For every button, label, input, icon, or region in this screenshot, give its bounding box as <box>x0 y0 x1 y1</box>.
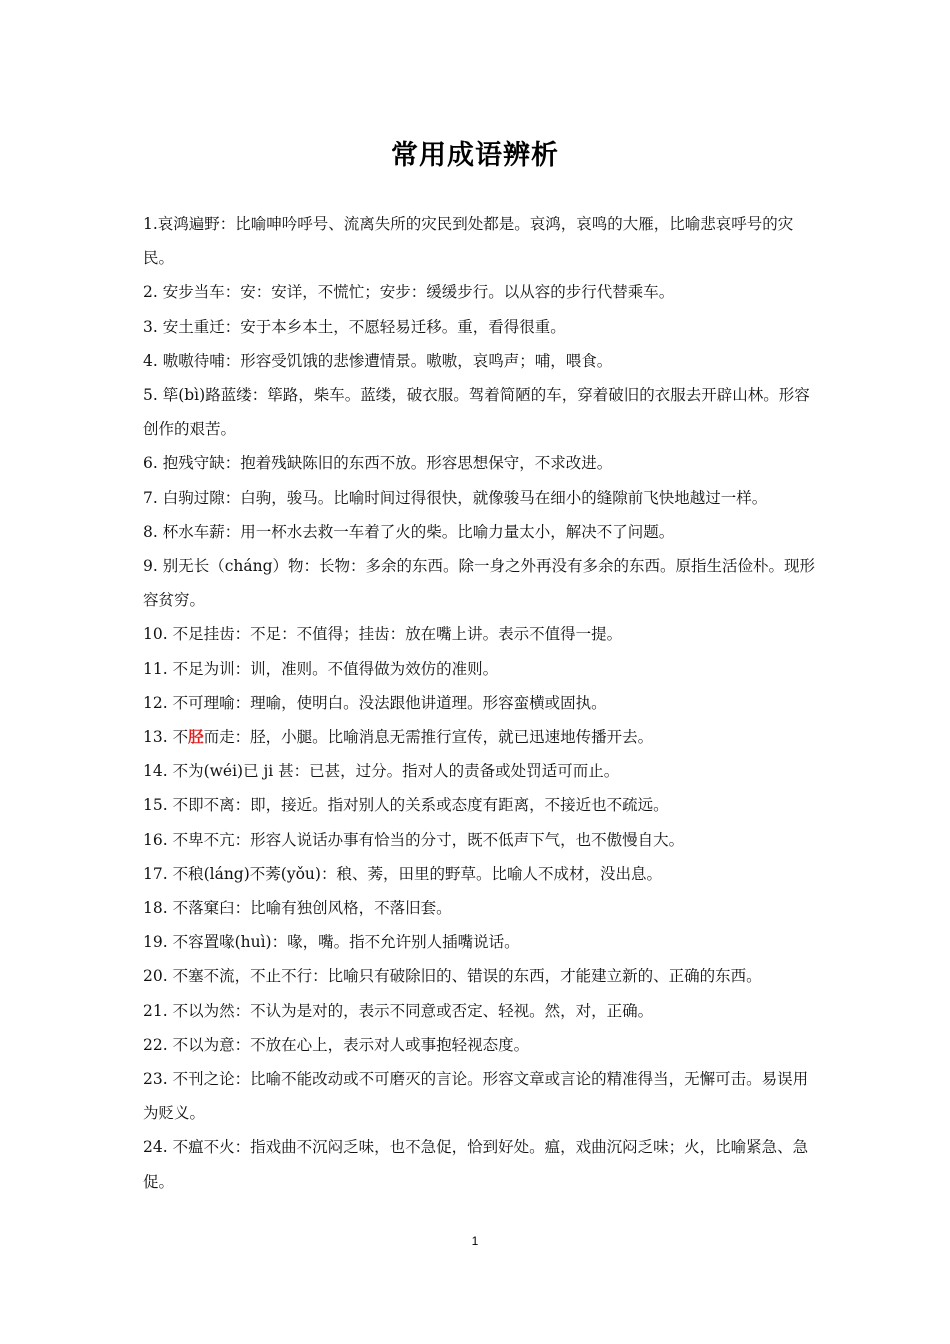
idiom-entry: 13. 不胫而走：胫，小腿。比喻消息无需推行宣传，就已迅速地传播开去。 <box>143 727 654 747</box>
idiom-entry: 22. 不以为意：不放在心上，表示对人或事抱轻视态度。 <box>143 1035 530 1054</box>
idiom-entry: 18. 不落窠臼：比喻有独创风格，不落旧套。 <box>143 899 452 918</box>
idiom-entry: 14. 不为(wéi)已 ji 甚：已甚，过分。指对人的责备或处罚适可而止。 <box>143 762 620 781</box>
idiom-entry: 4. 嗷嗷待哺：形容受饥饿的悲惨遭情景。嗷嗷，哀鸣声；哺，喂食。 <box>143 351 613 370</box>
idiom-entry: 15. 不即不离：即，接近。指对别人的关系或态度有距离，不接近也不疏远。 <box>143 796 669 815</box>
highlighted-character: 胫 <box>188 727 204 747</box>
idiom-entry: 16. 不卑不亢：形容人说话办事有恰当的分寸，既不低声下气，也不傲慢自大。 <box>143 830 685 849</box>
idiom-entry: 10. 不足挂齿：不足：不值得；挂齿：放在嘴上讲。表示不值得一提。 <box>143 625 623 644</box>
idiom-entry: 9. 别无长（cháng）物：长物：多余的东西。除一身之外再没有多余的东西。原指生活俭朴。现形容贫穷。 <box>143 557 816 610</box>
page-title: 常用成语辨析 <box>391 140 559 171</box>
idiom-entry: 19. 不容置喙(huì)：喙，嘴。指不允许别人插嘴说话。 <box>143 933 520 952</box>
idiom-entry: 12. 不可理喻：理喻，使明白。没法跟他讲道理。形容蛮横或固执。 <box>143 693 607 712</box>
idiom-entry: 3. 安土重迁：安于本乡本土，不愿轻易迁移。重，看得很重。 <box>143 317 566 336</box>
idiom-entry: 11. 不足为训：训，准则。不值得做为效仿的准则。 <box>143 659 499 678</box>
idiom-entry: 8. 杯水车薪：用一杯水去救一车着了火的柴。比喻力量太小，解决不了问题。 <box>143 522 675 541</box>
idiom-list <box>143 207 823 1199</box>
idiom-entry: 24. 不瘟不火：指戏曲不沉闷乏味，也不急促，恰到好处。瘟，戏曲沉闷乏味；火，比喻紧急、急促。 <box>143 1138 809 1191</box>
idiom-entry: 23. 不刊之论：比喻不能改动或不可磨灭的言论。形容文章或言论的精准得当，无懈可击。易误用为贬义。 <box>143 1070 809 1123</box>
page-number: 1 <box>471 1234 479 1248</box>
idiom-entry: 1.哀鸿遍野：比喻呻吟呼号、流离失所的灾民到处都是。哀鸿，哀鸣的大雁，比喻悲哀呼号的灾民。 <box>143 215 794 268</box>
idiom-entry: 21. 不以为然：不认为是对的，表示不同意或否定、轻视。然，对，正确。 <box>143 1001 654 1020</box>
idiom-entry: 20. 不塞不流，不止不行：比喻只有破除旧的、错误的东西，才能建立新的、正确的东西。 <box>143 967 762 986</box>
idiom-entry: 5. 筚(bì)路蓝缕：筚路，柴车。蓝缕，破衣服。驾着简陋的车，穿着破旧的衣服去开辟山林。形容创作的艰苦。 <box>143 386 810 439</box>
idiom-entry: 7. 白驹过隙：白驹，骏马。比喻时间过得很快，就像骏马在细小的缝隙前飞快地越过一样。 <box>143 488 768 507</box>
idiom-entry: 17. 不稂(láng)不莠(yǒu)：稂、莠，田里的野草。比喻人不成材，没出息。 <box>143 864 662 883</box>
idiom-entry: 6. 抱残守缺：抱着残缺陈旧的东西不放。形容思想保守，不求改进。 <box>143 454 613 473</box>
idiom-entry: 2. 安步当车：安：安详，不慌忙；安步：缓缓步行。以从容的步行代替乘车。 <box>143 283 675 302</box>
